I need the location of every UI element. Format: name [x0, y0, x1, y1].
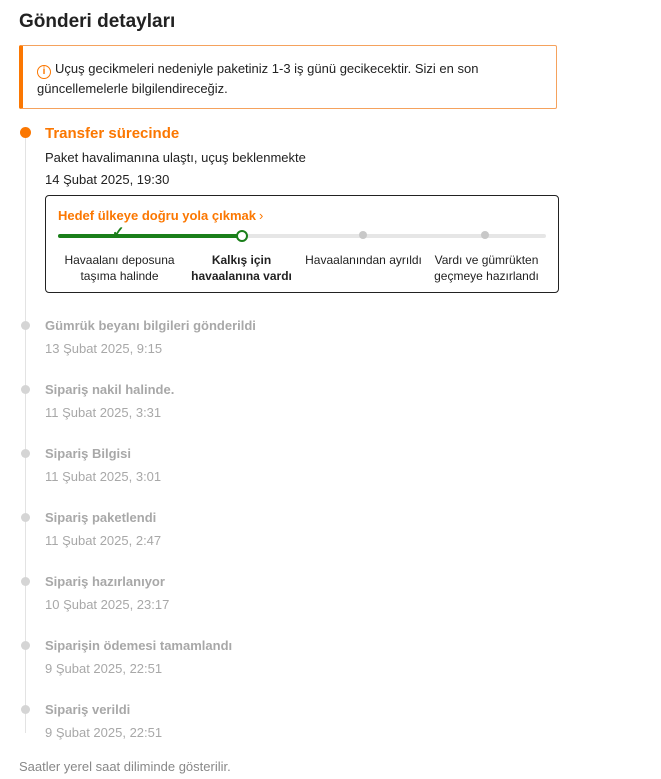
timeline-dot	[21, 385, 30, 394]
current-status-subtitle: Paket havalimanına ulaştı, uçuş beklenmekte	[45, 150, 306, 165]
event-title: Sipariş hazırlanıyor	[45, 574, 165, 589]
delay-notice	[19, 45, 557, 109]
event-date: 13 Şubat 2025, 9:15	[45, 341, 163, 356]
event-date: 11 Şubat 2025, 3:01	[45, 469, 162, 484]
progress-link-label: Hedef ülkeye doğru yola çıkmak	[58, 208, 256, 223]
timeline-dot	[21, 449, 30, 458]
progress-fill	[58, 234, 239, 238]
progress-link[interactable]	[58, 208, 263, 223]
event-date: 11 Şubat 2025, 3:31	[45, 405, 162, 420]
timeline-dot	[21, 705, 30, 714]
event-date: 9 Şubat 2025, 22:51	[45, 661, 163, 676]
event-date: 9 Şubat 2025, 22:51	[45, 725, 163, 740]
progress-node	[359, 231, 367, 239]
info-icon: i	[37, 65, 51, 79]
timeline-dot	[21, 321, 30, 330]
progress-step-3: Havaalanından ayrıldı	[305, 253, 422, 267]
notice-text: Uçuş gecikmeleri nedeniyle paketiniz 1-3 iş günü gecikecektir. Sizi en son güncellemelerle bilgilendireceğiz.	[37, 61, 479, 96]
event-title: Sipariş paketlendi	[45, 510, 157, 525]
event-title: Sipariş nakil halinde.	[45, 382, 175, 397]
progress-step-2: Kalkış için havaalanına vardı	[191, 253, 292, 283]
current-status-title: Transfer sürecinde	[45, 125, 180, 142]
timeline-dot	[21, 641, 30, 650]
progress-node-current	[236, 230, 248, 242]
timezone-note: Saatler yerel saat diliminde gösterilir.	[19, 759, 231, 774]
event-title: Sipariş verildi	[45, 702, 131, 717]
progress-step-4: Vardı ve gümrükten geçmeye hazırlandı	[434, 253, 539, 283]
event-title: Sipariş Bilgisi	[45, 446, 131, 461]
event-title: Siparişin ödemesi tamamlandı	[45, 638, 233, 653]
chevron-right-icon: ›	[258, 208, 264, 223]
progress-card	[45, 195, 559, 293]
check-icon: ✓	[112, 224, 125, 241]
notice-text-container	[37, 59, 552, 99]
timeline-dot	[21, 513, 30, 522]
progress-step-1: Havaalanı deposuna taşıma halinde	[64, 253, 175, 283]
timeline-dot	[21, 577, 30, 586]
progress-node	[481, 231, 489, 239]
event-title: Gümrük beyanı bilgileri gönderildi	[45, 318, 256, 333]
event-date: 10 Şubat 2025, 23:17	[45, 597, 170, 612]
current-status-date: 14 Şubat 2025, 19:30	[45, 172, 170, 187]
event-date: 11 Şubat 2025, 2:47	[45, 533, 162, 548]
timeline-dot-active	[20, 127, 31, 138]
page-title: Gönderi detayları	[19, 11, 176, 32]
